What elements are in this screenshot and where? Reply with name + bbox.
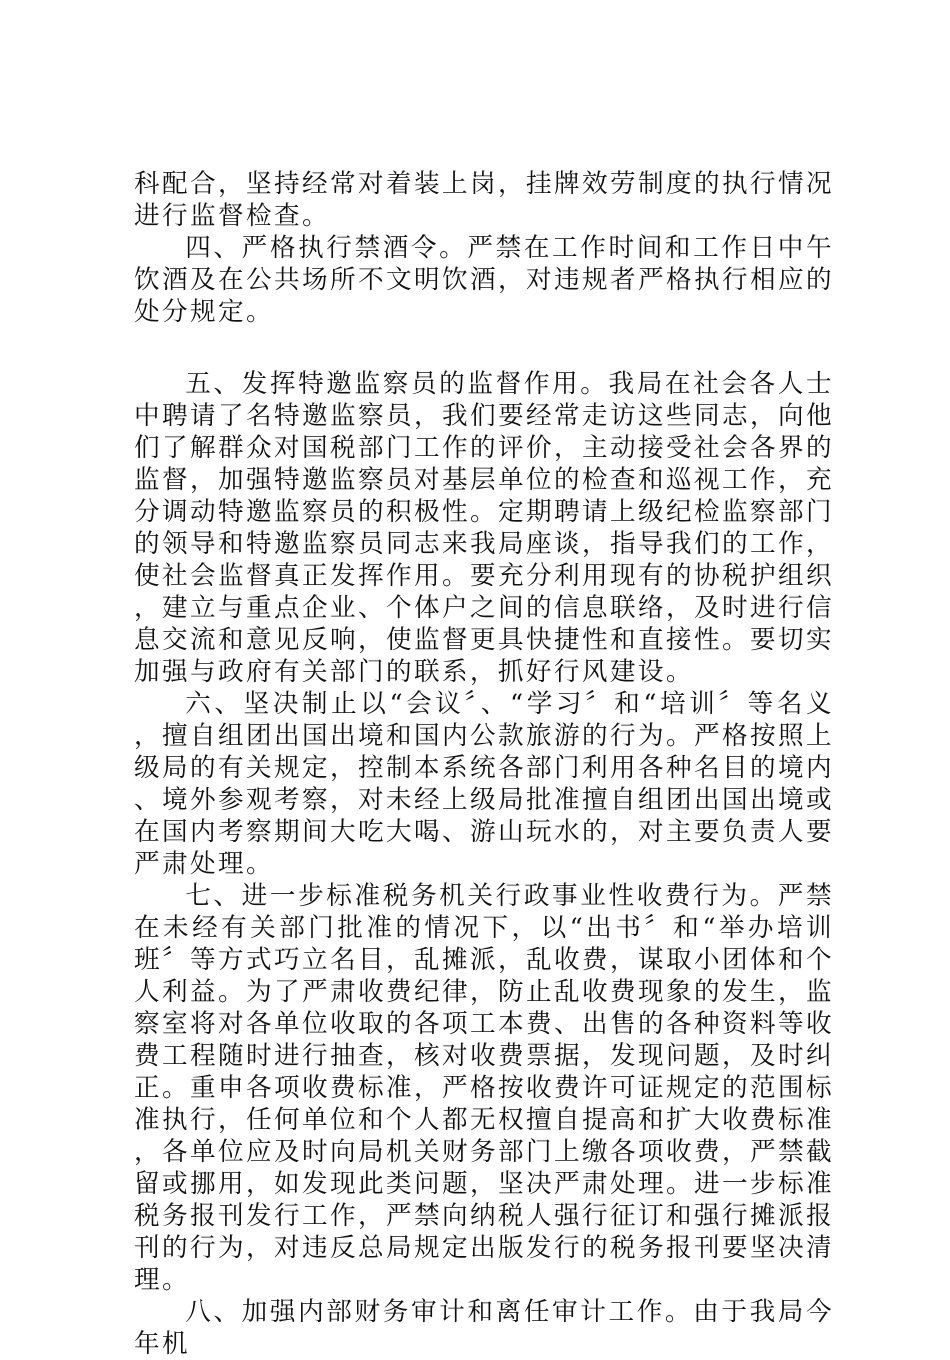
paragraph-spacer [134, 328, 834, 368]
paragraph-fees: 七、进一步标准税务机关行政事业性收费行为。严禁在未经有关部门批准的情况下，以“出书〞和“举办培训班〞等方式巧立名目，乱摊派，乱收费，谋取小团体和个人利益。为了严肃收费纪律，防止乱收费现象的发生，监察室将对各单位收取的各项工本费、出售的各种资料等收费工程随时进行抽查，核对收费票据，发现问题，及时纠正。重申各项收费标准，严格按收费许可证规定的范围标准执行，任何单位和个人都无权擅自提高和扩大收费标准，各单位应及时向局机关财务部门上缴各项收费，严禁截留或挪用，如发现此类问题，坚决严肃处理。进一步标准税务报刊发行工作，严禁向纳税人强行征订和强行摊派报刊的行为，对违反总局规定出版发行的税务报刊要坚决清理。 [134, 881, 834, 1295]
paragraph-inspection: 科配合，坚持经常对着装上岗，挂牌效劳制度的执行情况进行监督检查。 [134, 169, 834, 231]
document-page [134, 168, 834, 1360]
paragraph-special-inspectors: 五、发挥特邀监察员的监督作用。我局在社会各人士中聘请了名特邀监察员，我们要经常走访这些同志，向他们了解群众对国税部门工作的评价，主动接受社会各界的监督，加强特邀监察员对基层单位的检查和巡视工作，充分调动特邀监察员的积极性。定期聘请上级纪检监察部门的领导和特邀监察员同志来我局座谈，指导我们的工作，使社会监督真正发挥作用。要充分利用现有的协税护组织，建立与重点企业、个体户之间的信息联络，及时进行信息交流和意见反响，使监督更具快捷性和直接性。要切实加强与政府有关部门的联系，抓好行风建设。 [134, 369, 834, 687]
paragraph-audit: 八、加强内部财务审计和离任审计工作。由于我局今年机 [134, 1297, 834, 1359]
paragraph-travel-ban: 六、坚决制止以“会议〞、“学习〞和“培训〞等名义，擅自组团出国出境和国内公款旅游的行为。严格按照上级局的有关规定，控制本系统各部门利用各种名目的境内、境外参观考察，对未经上级局批准擅自组团出国出境或在国内考察期间大吃大喝、游山玩水的，对主要负责人要严肃处理。 [134, 689, 834, 879]
paragraph-alcohol-ban: 四、严格执行禁酒令。严禁在工作时间和工作日中午饮酒及在公共场所不文明饮酒，对违规者严格执行相应的处分规定。 [134, 233, 834, 327]
